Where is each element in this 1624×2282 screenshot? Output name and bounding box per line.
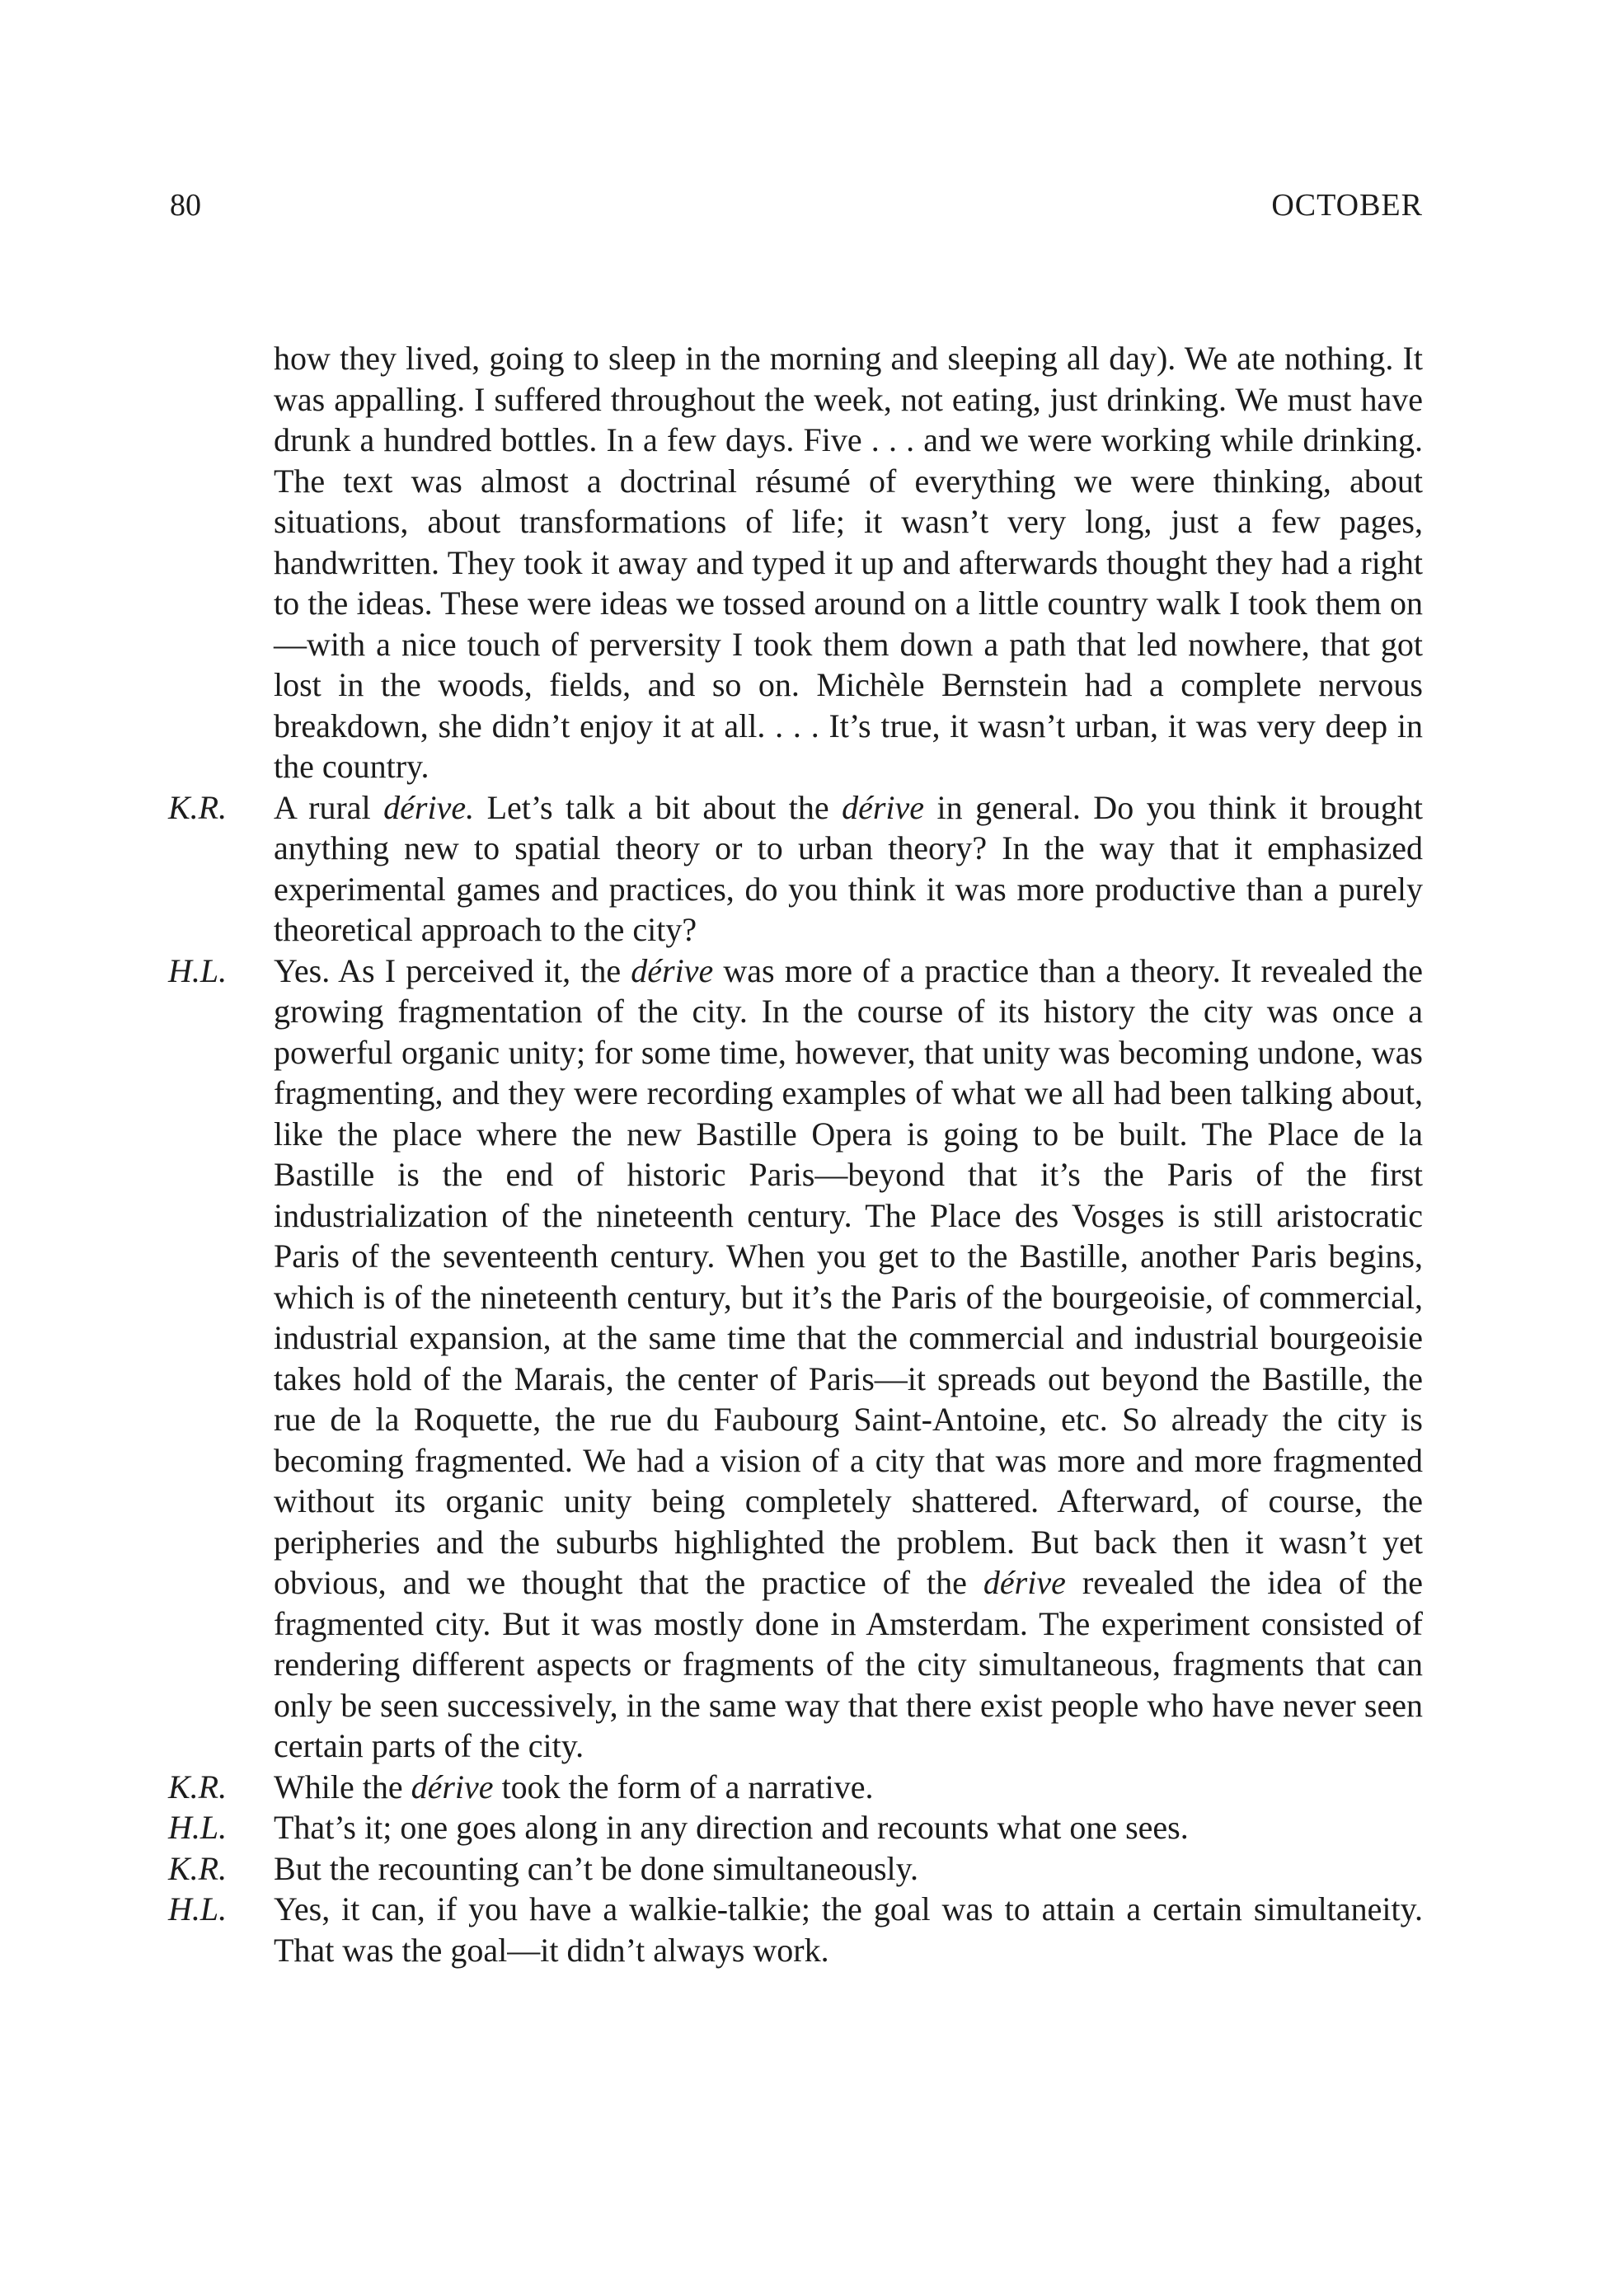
- paragraph-hl: [168, 1889, 1423, 1970]
- speaker-label: K.R.: [168, 788, 228, 826]
- paragraph-text: A rural: [274, 788, 384, 826]
- italic-term: dérive: [983, 1564, 1066, 1601]
- speaker-label: K.R.: [168, 1768, 228, 1805]
- speaker-label: H.L.: [168, 1809, 228, 1846]
- journal-title: OCTOBER: [1271, 188, 1423, 223]
- paragraph-text: Let’s talk a bit about the: [474, 788, 843, 826]
- paragraph-kr: [168, 787, 1423, 951]
- paragraph-hl: [168, 1807, 1423, 1848]
- paragraph-text: was more of a practice than a theory. It revealed the growing fragmentation of the city. In the course of its history the city was once a powerful organic unity; for some time, however, that unity was becoming undone, was fragmenting, and they were recording examples of what we all had been talking about, like the place where the new Bastille Opera is going to be built. The Place de la Bastille is the end of historic Paris—beyond that it’s the Paris of the first industrialization of the nineteenth century. The Place des Vosges is still aristocratic Paris of the seventeenth century. When you get to the Bastille, another Paris begins, which is of the nineteenth century, but it’s the Paris of the bourgeoisie, of commercial, industrial expansion, at the same time that the commercial and industrial bourgeoisie takes hold of the Marais, the center of Paris—it spreads out beyond the Bastille, the rue de la Roquette, the rue du Faubourg Saint-Antoine, etc. So already the city is becoming fragmented. We had a vision of a city that was more and more fragmented without its organic unity being completely shattered. Afterward, of course, the peripheries and the suburbs highlighted the problem. But back then it wasn’t yet obvious, and we thought that the practice of the: [274, 951, 1423, 1601]
- paragraph-continuation: [274, 338, 1423, 787]
- italic-term: dérive: [411, 1768, 494, 1805]
- paragraph-text: in general. Do you think it brought anything new to spatial theory or to urban theory? In the way that it emphasized experimental games and practices, do you think it was more productive than a purely theoretical approach to the city?: [274, 788, 1423, 948]
- running-head: [0, 185, 1624, 226]
- speaker-label: K.R.: [168, 1849, 228, 1887]
- interview-text: [168, 338, 1424, 1970]
- italic-term: dérive: [631, 951, 714, 989]
- paragraph-kr: [168, 1848, 1423, 1890]
- page-number: 80: [170, 188, 201, 223]
- paragraph-text: took the form of a narrative.: [493, 1768, 874, 1805]
- paragraph-text: But the recounting can’t be done simultaneously.: [274, 1849, 919, 1887]
- paragraph-text: revealed the idea of the fragmented city. But it was mostly done in Amsterdam. The experiment consisted of rendering different aspects or fragments of the city simultaneous, fragments that can only be seen successively, in the same way that there exist people who have never seen certain parts of the city.: [274, 1564, 1424, 1764]
- paragraph-text: Yes. As I perceived it, the: [274, 951, 631, 989]
- paragraph-kr: [168, 1767, 1423, 1808]
- paragraph-hl: [168, 951, 1424, 1767]
- paragraph-text: Yes, it can, if you have a walkie-talkie; the goal was to attain a certain simultaneity. That was the goal—it didn’t always work.: [274, 1890, 1423, 1969]
- italic-term: dérive.: [383, 788, 475, 826]
- paragraph-text: how they lived, going to sleep in the morning and sleeping all day). We ate nothing. It was appalling. I suffered throughout the week, not eating, just drinking. We must have drunk a hundred bottles. In a few days. Five . . . and we were working while drinking. The text was almost a doctrinal résumé of everything we were thinking, about situations, about transformations of life; it wasn’t very long, just a few pages, handwritten. They took it away and typed it up and afterwards thought they had a right to the ideas. These were ideas we tossed around on a little country walk I took them on—with a nice touch of perversity I took them down a path that led nowhere, that got lost in the woods, fields, and so on. Michèle Bernstein had a complete nervous breakdown, she didn’t enjoy it at all. . . . It’s true, it wasn’t urban, it was very deep in the country.: [274, 340, 1423, 785]
- italic-term: dérive: [842, 788, 925, 826]
- speaker-label: H.L.: [168, 951, 228, 989]
- paragraph-text: While the: [274, 1768, 411, 1805]
- paragraph-text: That’s it; one goes along in any direction and recounts what one sees.: [274, 1809, 1189, 1846]
- speaker-label: H.L.: [168, 1890, 228, 1927]
